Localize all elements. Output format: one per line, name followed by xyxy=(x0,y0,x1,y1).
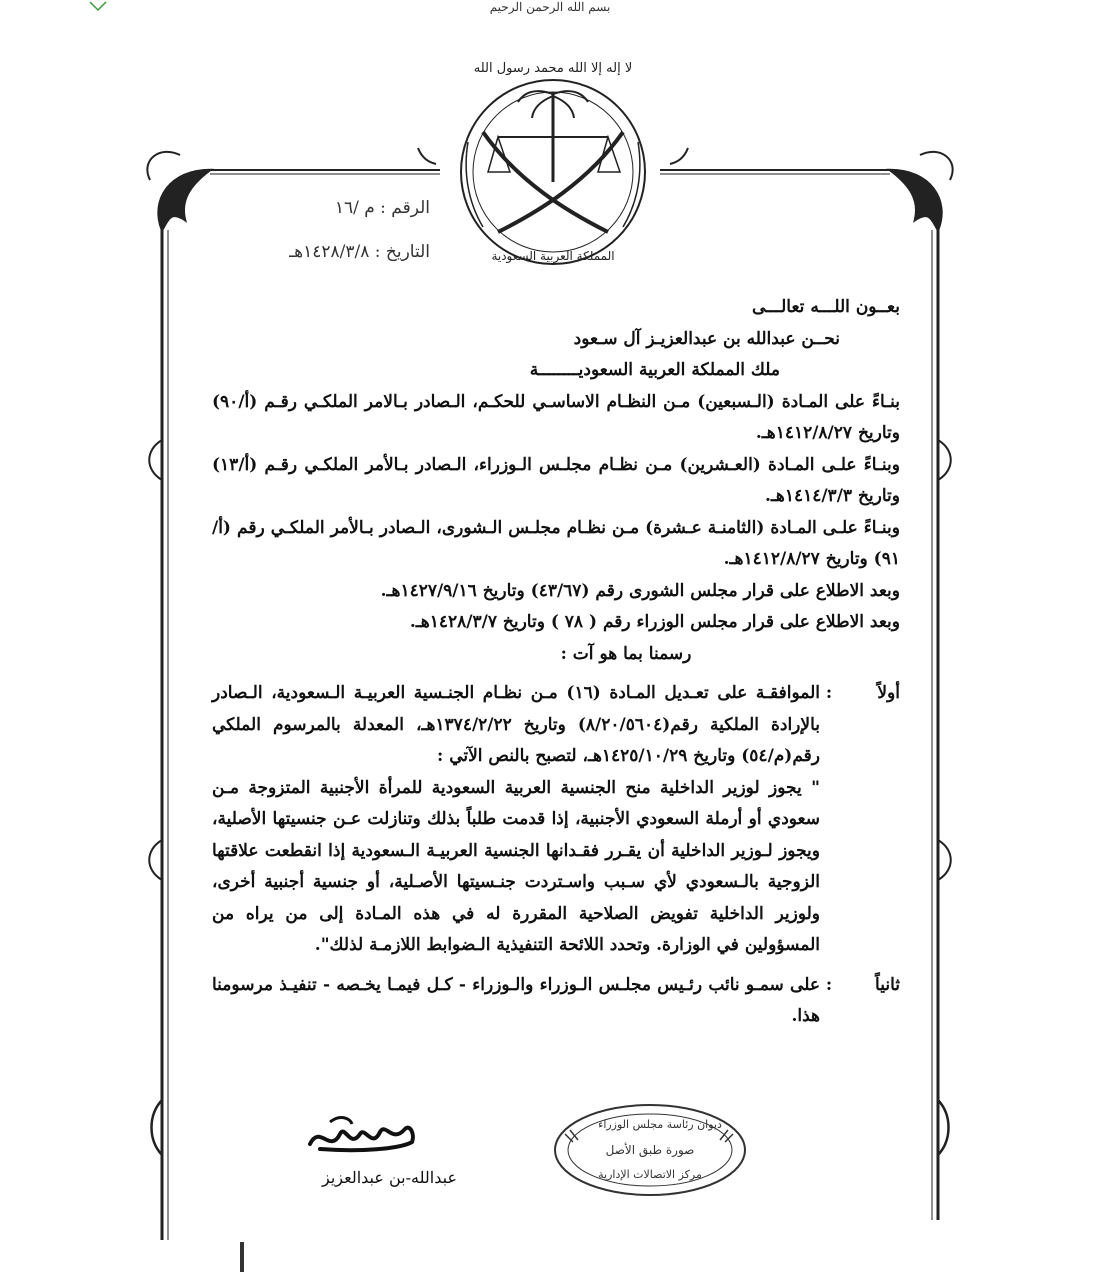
clause-body xyxy=(212,970,820,1033)
official-stamp-icon xyxy=(550,1100,750,1200)
preamble-item: بنـاءً على المـادة (الـسبعين) مـن النظـام الاساسـي للحكـم، الـصادر بـالامر الملكـي رقـم (أ/٩٠) وتاريخ ١٤١٢/٨/٢٧هـ. xyxy=(212,391,900,443)
emblem-country-text: المملكة العربية السعودية xyxy=(491,249,615,263)
clause-text: على سمـو نائب رئـيس مجلـس الـوزراء والـوزراء - كـل فيمـا يخـصه - تنفيـذ مرسومنا هذا. xyxy=(212,974,820,1026)
invocation: بعــون اللـــه تعالـــى xyxy=(752,297,900,317)
decree-date: التاريخ : ١٤٢٨/٣/٨هـ xyxy=(289,242,430,262)
clause-text: الموافقـة على تعـديل المـادة (١٦) مـن نظـام الجنـسية العربيـة الـسعودية، الـصادر بالإرادة الملكية رقم(٨/٢٠/٥٦٠٤) وتاريخ ١٣٧٤/٢/٢٢هـ، المعدلة بالمرسوم الملكي رقم(م/٥٤) وتاريخ ١٤٢٥/١٠/٢٩هـ، لتصبح بالنص الآتي : xyxy=(212,683,820,766)
clause-separator: : xyxy=(825,683,833,703)
stamp-line1: ديوان رئاسة مجلس الوزراء xyxy=(598,1118,722,1131)
corner-mark-icon xyxy=(88,0,108,12)
preamble-item: وبعد الاطلاع على قرار مجلس الوزراء رقم ( ٧٨ ) وتاريخ ١٤٢٨/٣/٧هـ. xyxy=(409,612,900,632)
clause-label: أولاً xyxy=(877,683,900,703)
saudi-emblem-icon xyxy=(438,32,668,272)
preamble-item: وبنـاءً علـى المـادة (الثامنـة عـشرة) مـن نظـام مجلـس الـشورى، الـصادر بـالأمر الملكـي رقم (أ/٩١) وتاريخ ١٤١٢/٨/٢٧هـ. xyxy=(212,517,900,569)
decree-intro: رسمنا بما هو آت : xyxy=(560,643,692,664)
clause-second xyxy=(212,970,900,1033)
clause-body xyxy=(212,678,820,962)
stamp-line3: مركز الاتصالات الإدارية xyxy=(598,1168,702,1181)
basmala-text: بسم الله الرحمن الرحيم xyxy=(489,0,611,14)
basmala-header xyxy=(470,0,630,14)
preamble-item: وبعد الاطلاع على قرار مجلس الشورى رقم (٤٣/٦٧) وتاريخ ١٤٢٧/٩/١٦هـ. xyxy=(380,580,900,601)
margin-mark xyxy=(240,1242,244,1272)
preamble-item: وبنـاءً علـى المـادة (العـشرين) مـن نظـام مجلـس الـوزراء، الـصادر بـالأمر الملكـي رقـم (أ/١٣) وتاريخ ١٤١٤/٣/٣هـ. xyxy=(212,454,900,506)
clause-quote: " يجوز لوزير الداخلية منح الجنسية العربية السعودية للمرأة الأجنبية المتزوجة مـن سعودي أو أرملة السعودي الأجنبية، إذا قدمت طلباً بذلك وتنازلت عـن جنسيتها الأصلية، ويجوز لـوزير الداخلية أن يقـرر فقـدانها الجنسية العربيـة الـسعودية إذا انقطعت علاقتها الزوجية بالـسعودي لأي سـبب واسـتردت جنـسيتها الأصـلية، أو جنسية أجنبية أخرى، ولوزير الداخلية تفويض الصلاحية المقررة له في هذه المـادة إلى من يراه من المسؤولين في الوزارة. وتحدد اللائحة التنفيذية الـضوابط اللازمـة لذلك". xyxy=(212,777,820,955)
decree-body xyxy=(212,292,900,1033)
signatory-name: عبدالله-بن عبدالعزيز xyxy=(321,1168,457,1187)
clause-separator: : xyxy=(825,974,833,995)
king-title-line: ملك المملكة العربية السعوديــــــــة xyxy=(529,360,780,380)
clause-label: ثانياً xyxy=(875,974,900,995)
signature-icon xyxy=(300,1104,420,1164)
stamp-line2: صورة طبق الأصل xyxy=(605,1143,695,1157)
clause-first xyxy=(212,678,900,962)
emblem-shahada: لا إله إلا الله محمد رسول الله xyxy=(473,61,633,76)
king-name-line: نحــن عبدالله بن عبدالعزيـز آل سـعود xyxy=(573,328,840,349)
decree-number: الرقم : م /١٦ xyxy=(334,198,430,218)
